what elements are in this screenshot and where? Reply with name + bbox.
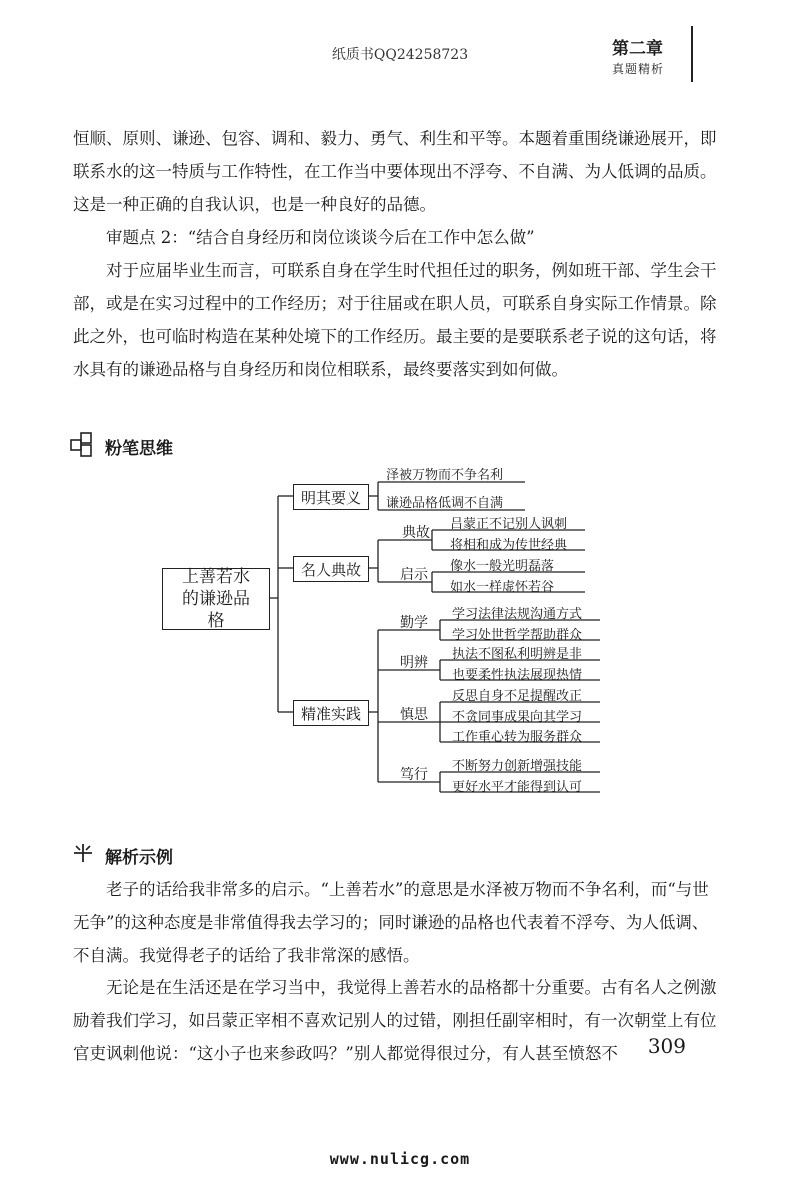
group-label-allusion: 典故 xyxy=(402,525,430,541)
branch-essence-label: 明其要义 xyxy=(300,488,361,507)
chapter-subtitle: 真题精析 xyxy=(612,62,665,76)
section-title-chalk-thinking: 粉笔思维 xyxy=(105,439,173,459)
mind-map-root xyxy=(162,568,270,630)
leaf-item: 将相和成为传世经典 xyxy=(450,538,568,553)
section-title-analysis-example: 解析示例 xyxy=(105,848,173,868)
leaf-item: 不断努力创新增强技能 xyxy=(452,759,583,774)
group-label-act: 笃行 xyxy=(400,767,428,783)
paragraph-3: 对于应届毕业生而言，可联系自身在学生时代担任过的职务，例如班干部、学生会干部，或是在实习过程中的工作经历；对于往届或在职人员，可联系自身实际工作情景。除此之外，也可临时构造在某种处境下的工作经历。最主要的是要联系老子说的这句话，将水具有的谦逊品格与自身经历和岗位相联系，最终要落实到如何做。 xyxy=(73,261,717,379)
example-paragraph-1: 老子的话给我非常多的启示。“上善若水”的意思是水泽被万物而不争名利，而“与世无争”的这种态度是非常值得我去学习的；同时谦逊的品格也代表着不浮夸、为人低调、不自满。我觉得老子的话给了我非常深的感悟。 xyxy=(73,880,709,965)
branch-practice xyxy=(293,700,369,726)
leaf-item: 也要柔性执法展现热情 xyxy=(452,668,583,683)
leaf-item: 工作重心转为服务群众 xyxy=(452,730,583,745)
mind-map-root-label: 上善若水的谦逊品格 xyxy=(182,567,250,631)
branch-essence xyxy=(293,484,369,510)
branch-stories xyxy=(293,556,369,582)
branch-practice-label: 精准实践 xyxy=(300,704,361,723)
group-label-study: 勤学 xyxy=(400,615,428,631)
analysis-example-icon xyxy=(72,842,94,868)
leaf-item: 更好水平才能得到认可 xyxy=(452,780,583,795)
branch-stories-label: 名人典故 xyxy=(300,560,361,579)
paragraph-2: 审题点 2：“结合自身经历和岗位谈谈今后在工作中怎么做” xyxy=(106,228,535,247)
page-number: 309 xyxy=(647,1034,686,1058)
leaf-item: 如水一样虚怀若谷 xyxy=(450,580,555,595)
header-divider xyxy=(691,26,693,82)
leaf-item: 泽被万物而不争名利 xyxy=(386,468,504,483)
header-source: 纸质书QQ2425872​3 xyxy=(331,47,469,63)
footer-url: www.nulicg.com xyxy=(329,1150,471,1168)
group-label-reflect: 慎思 xyxy=(400,707,428,723)
leaf-item: 反思自身不足提醒改正 xyxy=(452,689,583,704)
group-label-discern: 明辨 xyxy=(400,655,428,671)
mind-map xyxy=(160,460,620,800)
leaf-item: 学习法律法规沟通方式 xyxy=(452,607,583,622)
leaf-item: 学习处世哲学帮助群众 xyxy=(452,628,583,643)
leaf-item: 谦逊品格低调不自满 xyxy=(386,496,504,511)
chapter-title: 第二章 xyxy=(612,39,663,59)
leaf-item: 吕蒙正不记别人讽刺 xyxy=(450,517,568,532)
group-label-inspiration: 启示 xyxy=(400,567,428,583)
leaf-item: 不贪同事成果向其学习 xyxy=(452,710,583,725)
chalk-thinking-icon xyxy=(70,432,94,462)
example-paragraph-2: 无论是在生活还是在学习当中，我觉得上善若水的品格都十分重要。古有名人之例激励着我们学习，如吕蒙正宰相不喜欢记别人的过错，刚担任副宰相时，有一次朝堂上有位官吏讽刺他说：“这小子也来参政吗？”别人都觉得很过分，有人甚至愤怒不 xyxy=(73,978,717,1063)
paragraph-1: 恒顺、原则、谦逊、包容、调和、毅力、勇气、利生和平等。本题着重围绕谦逊展开，即联系水的这一特质与工作特性，在工作当中要体现出不浮夸、不自满、为人低调的品质。这是一种正确的自我认识，也是一种良好的品德。 xyxy=(73,129,717,214)
leaf-item: 像水一般光明磊落 xyxy=(450,559,555,574)
leaf-item: 执法不图私利明辨是非 xyxy=(452,647,583,662)
